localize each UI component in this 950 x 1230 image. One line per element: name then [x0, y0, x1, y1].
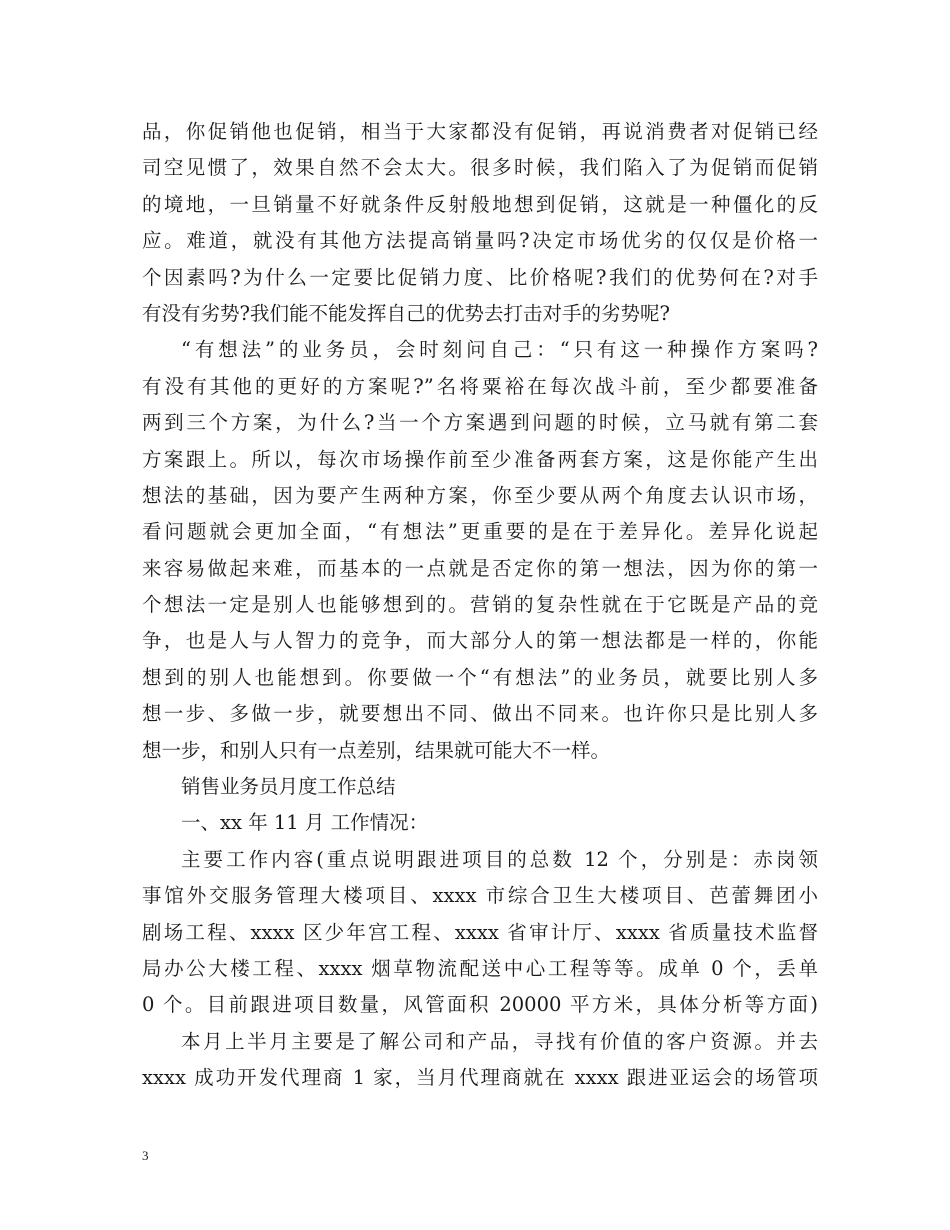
text-line: xxxx 成功开发代理商 1 家，当月代理商就在 xxxx 跟进亚运会的场管项 [142, 1066, 818, 1090]
text-line: 想到的别人也能想到。你要做一个“有想法”的业务员，就要比别人多 [142, 665, 818, 689]
document-body [142, 114, 818, 1097]
text-line: 想法的基础，因为要产生两种方案，你至少要从两个角度去认识市场， [142, 483, 818, 507]
text-line: 看问题就会更加全面，“有想法”更重要的是在于差异化。差异化说起 [142, 520, 818, 544]
text-line: 主要工作内容(重点说明跟进项目的总数 12 个，分别是：赤岗领 [181, 847, 818, 871]
page-number: 3 [142, 1148, 149, 1163]
text-line: 想一步，和别人只有一点差别，结果就可能大不一样。 [142, 738, 611, 762]
text-line: 来容易做起来难，而基本的一点就是否定你的第一想法，因为你的第一 [142, 556, 818, 580]
text-line: 的境地，一旦销量不好就条件反射般地想到促销，这就是一种僵化的反 [142, 192, 818, 216]
text-line: 品，你促销他也促销，相当于大家都没有促销，再说消费者对促销已经 [142, 120, 818, 143]
text-line: 有没有劣势?我们能不能发挥自己的优势去打击对手的劣势呢? [142, 301, 670, 325]
text-line: 方案跟上。所以，每次市场操作前至少准备两套方案，这是你能产生出 [142, 447, 818, 471]
text-line: 想一步、多做一步，就要想出不同、做出不同来。也许你只是比别人多 [142, 702, 818, 726]
text-line: 局办公大楼工程、xxxx 烟草物流配送中心工程等等。成单 0 个，丢单 [142, 956, 818, 980]
text-line: 本月上半月主要是了解公司和产品，寻找有价值的客户资源。并去 [181, 1029, 818, 1053]
text-line: 争，也是人与人智力的竞争，而大部分人的第一想法都是一样的，你能 [142, 629, 818, 653]
text-line: 两到三个方案，为什么?当一个方案遇到问题的时候，立马就有第二套 [142, 411, 818, 435]
text-line: 事馆外交服务管理大楼项目、xxxx 市综合卫生大楼项目、芭蕾舞团小 [142, 884, 818, 908]
text-line: 个想法一定是别人也能够想到的。营销的复杂性就在于它既是产品的竞 [142, 593, 818, 617]
subsection-heading: 一、xx 年 11 月 工作情况： [181, 811, 429, 835]
text-line: “有想法”的业务员，会时刻问自己：“只有这一种操作方案吗? [181, 338, 818, 362]
text-line: 个因素吗?为什么一定要比促销力度、比价格呢?我们的优势何在?对手 [142, 265, 818, 289]
text-line: 司空见惯了，效果自然不会太大。很多时候，我们陷入了为促销而促销 [142, 156, 818, 180]
text-line: 有没有其他的更好的方案呢?”名将粟裕在每次战斗前，至少都要准备 [142, 374, 818, 398]
section-heading: 销售业务员月度工作总结 [181, 775, 396, 799]
text-line: 剧场工程、xxxx 区少年宫工程、xxxx 省审计厅、xxxx 省质量技术监督 [142, 920, 818, 944]
text-line: 应。难道，就没有其他方法提高销量吗?决定市场优劣的仅仅是价格一 [142, 229, 818, 253]
text-line: 0 个。目前跟进项目数量，风管面积 20000 平方米，具体分析等方面) [142, 993, 818, 1017]
